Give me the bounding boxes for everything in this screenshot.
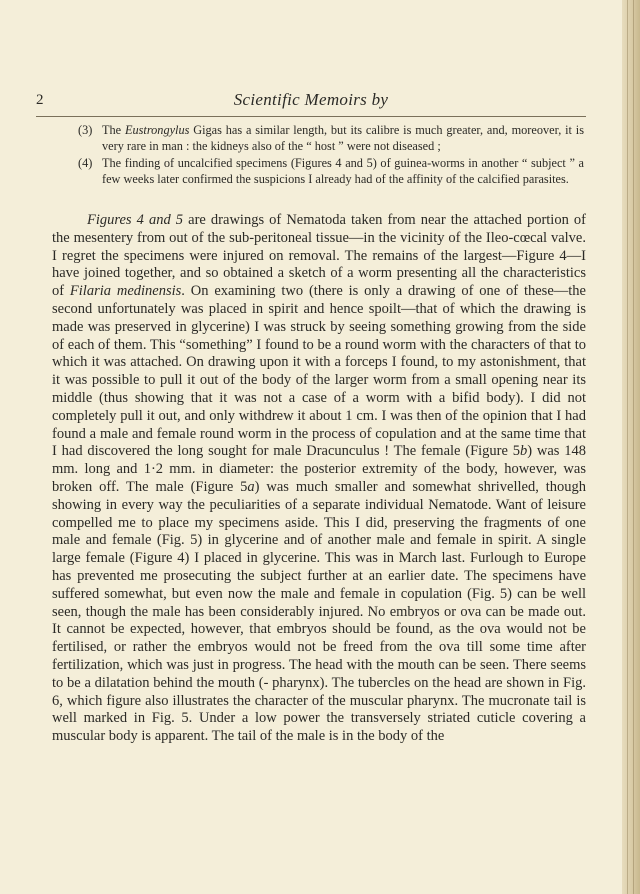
page-number: 2 [36,92,44,108]
running-title: Scientific Memoirs by [233,90,389,109]
list-item [78,156,584,187]
body-text [52,212,586,746]
list-item [78,123,584,154]
page-header [36,86,586,116]
header-rule [36,116,586,117]
list-item-text: The Eustrongylus Gigas has a similar length, but its calibre is much greater, and, moreover, it is very rare in man : the kidneys also of the “ host ” were not diseased ; [102,123,584,153]
species-name: Filaria medinensis [69,283,182,300]
genus-name: Eustrongylus [124,123,190,137]
figure-reference: Figures 4 and 5 [87,212,184,228]
book-edge [622,0,640,894]
list-item-text: The finding of uncalcified specimens (Figures 4 and 5) of guinea-worms in another “ subject ” a few weeks later confirmed the suspicions I already had of the affinity of the calcified parasites. [102,156,584,186]
list-item-number: (3) [78,123,93,137]
paragraph: Figures 4 and 5 are drawings of Nematoda taken from near the attached portion of the mesentery from out of the sub-peritoneal tissue—in the vicinity of the Ileo-cœcal valve. I regret the specimens were injured on removal. The remains of the largest—Figure 4—I have joined together, and so obtained a sketch of a worm presenting all the characteristics of Filaria medinensis. On examining two (there is only a drawing of one of these—the second unfortunately was placed in spirit and hence spoilt—that of which the drawing is made was preserved in glycerine) I was struck by seeing something growing from the side of each of them. This “something” I found to be a round worm with the characters of that to which it was attached. On drawing upon it with a forceps I found, to my astonishment, that it was possible to pull it out of the body of the larger worm from a small opening near its middle (thus showing that it was not a case of a worm with a bifid body). I did not completely pull it out, and only withdrew it about 1 cm. I was then of the opinion that I had found a male and female round worm in the process of copulation and at the same time that I had discovered the long sought for male Dracunculus ! The female (Figure 5b) was 148 mm. long and 1·2 mm. in diameter: the posterior extremity of the body, however, was broken off. The male (Figure 5a) was much smaller and somewhat shrivelled, though showing in every way the peculiarities of a separate individual Nematode. Want of leisure compelled me to place my specimens aside. This I did, preserving the fragments of one male and female (Fig. 5) in glycerine and of another male and female in spirit. A single large female (Figure 4) I placed in glycerine. This was in March last. Furlough to Europe has prevented me prosecuting the subject further at an earlier date. The specimens have suffered somewhat, but even now the male and female in copulation (Fig. 5) can be well seen, though the male has been considerably injured. No embryos or ova can be made out. It cannot be expected, however, that embryos should be found, as the ova would not be fertilised, or rather the embryos would not be freed from the ova till some time after fertilization, which was just in progress. The head with the mouth can be seen. There seems to be a dilatation behind the mouth (- pharynx). The tubercles on the head are shown in Fig. 6, which figure also illustrates the character of the muscular pharynx. The mucronate tail is well marked in Fig. 5. Under a low power the transversely striated cuticle covering a muscular body is apparent. The tail of the male is in the body of the [52,212,586,745]
list-item-number: (4) [78,156,93,170]
numbered-list [78,123,584,189]
